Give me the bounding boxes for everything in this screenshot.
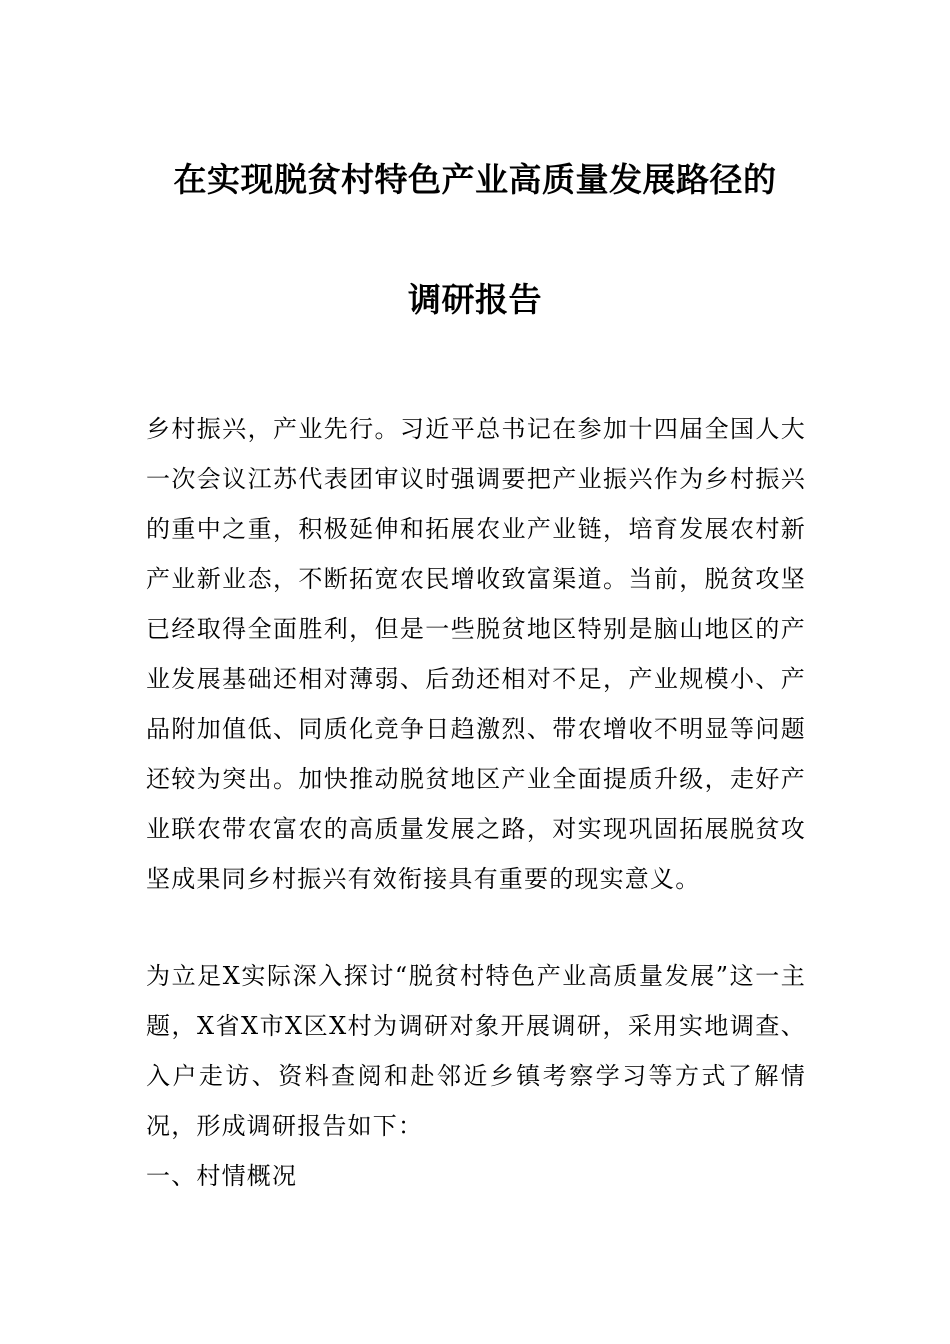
paragraph-introduction: 乡村振兴，产业先行。习近平总书记在参加十四届全国人大一次会议江苏代表团审议时强调要把产业振兴作为乡村振兴的重中之重，积极延伸和拓展农业产业链，培育发展农村新产业新业态，不断拓宽农民增收致富渠道。当前，脱贫攻坚已经取得全面胜利，但是一些脱贫地区特别是脑山地区的产业发展基础还相对薄弱、后劲还相对不足，产业规模小、产品附加值低、同质化竞争日趋激烈、带农增收不明显等问题还较为突出。加快推动脱贫地区产业全面提质升级，走好产业联农带农富农的高质量发展之路，对实现巩固拓展脱贫攻坚成果同乡村振兴有效衔接具有重要的现实意义。 [146,415,806,893]
paragraph-research-purpose: 为立足X实际深入探讨“脱贫村特色产业高质量发展”这一主题，X省X市X区X村为调研对象开展调研，采用实地调查、入户走访、资料查阅和赴邻近乡镇考察学习等方式了解情况，形成调研报告如下： [146,962,806,1140]
document-title-line-1: 在实现脱贫村特色产业高质量发展路径的 [173,160,777,199]
document-title-line-2: 调研报告 [408,280,542,319]
section-heading-village-overview: 一、村情概况 [146,1162,298,1190]
